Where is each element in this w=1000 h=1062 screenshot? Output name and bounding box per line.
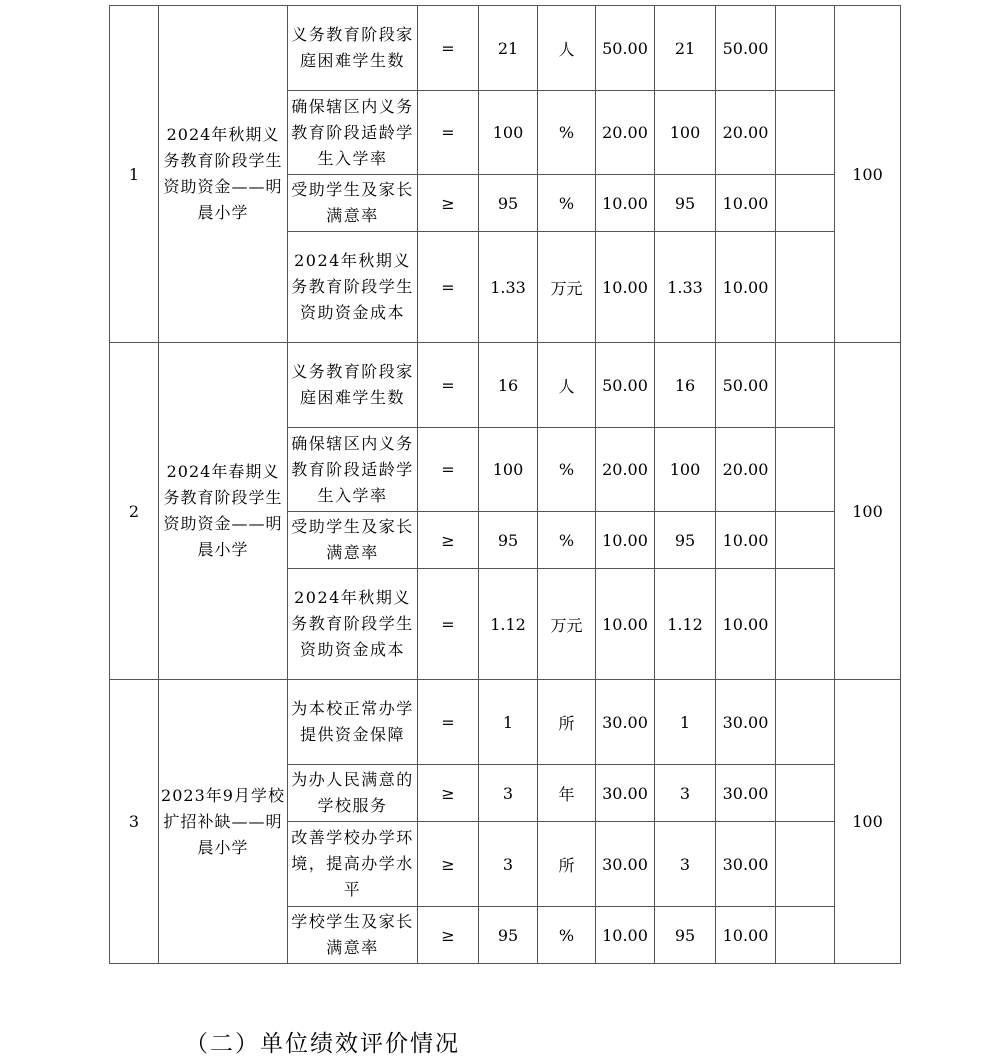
unit: 人 (538, 343, 596, 428)
target-value: 1.33 (479, 232, 538, 343)
weight: 20.00 (596, 91, 655, 175)
actual-value: 1.33 (655, 232, 716, 343)
table-row (110, 6, 901, 91)
total-score: 100 (835, 680, 901, 964)
target-value: 1.12 (479, 569, 538, 680)
score: 10.00 (716, 569, 776, 680)
score: 10.00 (716, 232, 776, 343)
indicator-name: 改善学校办学环境，提高办学水平 (288, 822, 418, 907)
score: 10.00 (716, 512, 776, 569)
weight: 30.00 (596, 765, 655, 822)
unit: % (538, 512, 596, 569)
score: 50.00 (716, 343, 776, 428)
unit: 所 (538, 680, 596, 765)
note (776, 91, 835, 175)
operator: = (418, 569, 479, 680)
score: 20.00 (716, 91, 776, 175)
weight: 10.00 (596, 907, 655, 964)
target-value: 100 (479, 91, 538, 175)
indicator-name: 为办人民满意的学校服务 (288, 765, 418, 822)
row-index: 2 (110, 343, 159, 680)
indicator-name: 确保辖区内义务教育阶段适龄学生入学率 (288, 91, 418, 175)
row-index: 3 (110, 680, 159, 964)
actual-value: 100 (655, 91, 716, 175)
score: 10.00 (716, 175, 776, 232)
unit: 人 (538, 6, 596, 91)
table-row (110, 343, 901, 428)
score: 20.00 (716, 428, 776, 512)
operator: ≥ (418, 765, 479, 822)
operator: = (418, 428, 479, 512)
target-value: 95 (479, 512, 538, 569)
unit: 年 (538, 765, 596, 822)
target-value: 100 (479, 428, 538, 512)
weight: 10.00 (596, 512, 655, 569)
weight: 20.00 (596, 428, 655, 512)
target-value: 16 (479, 343, 538, 428)
note (776, 822, 835, 907)
weight: 50.00 (596, 6, 655, 91)
indicator-name: 学校学生及家长满意率 (288, 907, 418, 964)
target-value: 3 (479, 765, 538, 822)
actual-value: 1 (655, 680, 716, 765)
operator: = (418, 680, 479, 765)
target-value: 1 (479, 680, 538, 765)
actual-value: 16 (655, 343, 716, 428)
target-value: 95 (479, 175, 538, 232)
indicator-name: 2024年秋期义务教育阶段学生资助资金成本 (288, 232, 418, 343)
weight: 30.00 (596, 680, 655, 765)
note (776, 6, 835, 91)
unit: % (538, 175, 596, 232)
actual-value: 95 (655, 907, 716, 964)
operator: = (418, 91, 479, 175)
total-score: 100 (835, 6, 901, 343)
operator: = (418, 343, 479, 428)
weight: 10.00 (596, 175, 655, 232)
note (776, 569, 835, 680)
note (776, 680, 835, 765)
unit: 所 (538, 822, 596, 907)
operator: ≥ (418, 822, 479, 907)
operator: ≥ (418, 512, 479, 569)
weight: 30.00 (596, 822, 655, 907)
table-row (110, 680, 901, 765)
indicator-name: 为本校正常办学提供资金保障 (288, 680, 418, 765)
actual-value: 3 (655, 765, 716, 822)
operator: ≥ (418, 907, 479, 964)
target-value: 21 (479, 6, 538, 91)
note (776, 428, 835, 512)
actual-value: 3 (655, 822, 716, 907)
note (776, 765, 835, 822)
unit: 万元 (538, 569, 596, 680)
operator: = (418, 6, 479, 91)
note (776, 512, 835, 569)
score: 50.00 (716, 6, 776, 91)
indicator-name: 确保辖区内义务教育阶段适龄学生入学率 (288, 428, 418, 512)
indicator-name: 义务教育阶段家庭困难学生数 (288, 6, 418, 91)
score: 10.00 (716, 907, 776, 964)
actual-value: 95 (655, 175, 716, 232)
weight: 50.00 (596, 343, 655, 428)
project-name: 2023年9月学校扩招补缺——明晨小学 (159, 680, 288, 964)
note (776, 343, 835, 428)
total-score: 100 (835, 343, 901, 680)
note (776, 232, 835, 343)
project-name: 2024年秋期义务教育阶段学生资助资金——明晨小学 (159, 6, 288, 343)
indicator-name: 2024年秋期义务教育阶段学生资助资金成本 (288, 569, 418, 680)
weight: 10.00 (596, 569, 655, 680)
row-index: 1 (110, 6, 159, 343)
score: 30.00 (716, 680, 776, 765)
unit: % (538, 907, 596, 964)
target-value: 95 (479, 907, 538, 964)
operator: = (418, 232, 479, 343)
actual-value: 21 (655, 6, 716, 91)
weight: 10.00 (596, 232, 655, 343)
performance-table (109, 5, 901, 964)
actual-value: 1.12 (655, 569, 716, 680)
indicator-name: 义务教育阶段家庭困难学生数 (288, 343, 418, 428)
operator: ≥ (418, 175, 479, 232)
note (776, 907, 835, 964)
unit: 万元 (538, 232, 596, 343)
score: 30.00 (716, 765, 776, 822)
indicator-name: 受助学生及家长满意率 (288, 175, 418, 232)
indicator-name: 受助学生及家长满意率 (288, 512, 418, 569)
actual-value: 95 (655, 512, 716, 569)
actual-value: 100 (655, 428, 716, 512)
section-heading: （二）单位绩效评价情况 (185, 1031, 460, 1057)
score: 30.00 (716, 822, 776, 907)
unit: % (538, 91, 596, 175)
target-value: 3 (479, 822, 538, 907)
note (776, 175, 835, 232)
project-name: 2024年春期义务教育阶段学生资助资金——明晨小学 (159, 343, 288, 680)
unit: % (538, 428, 596, 512)
